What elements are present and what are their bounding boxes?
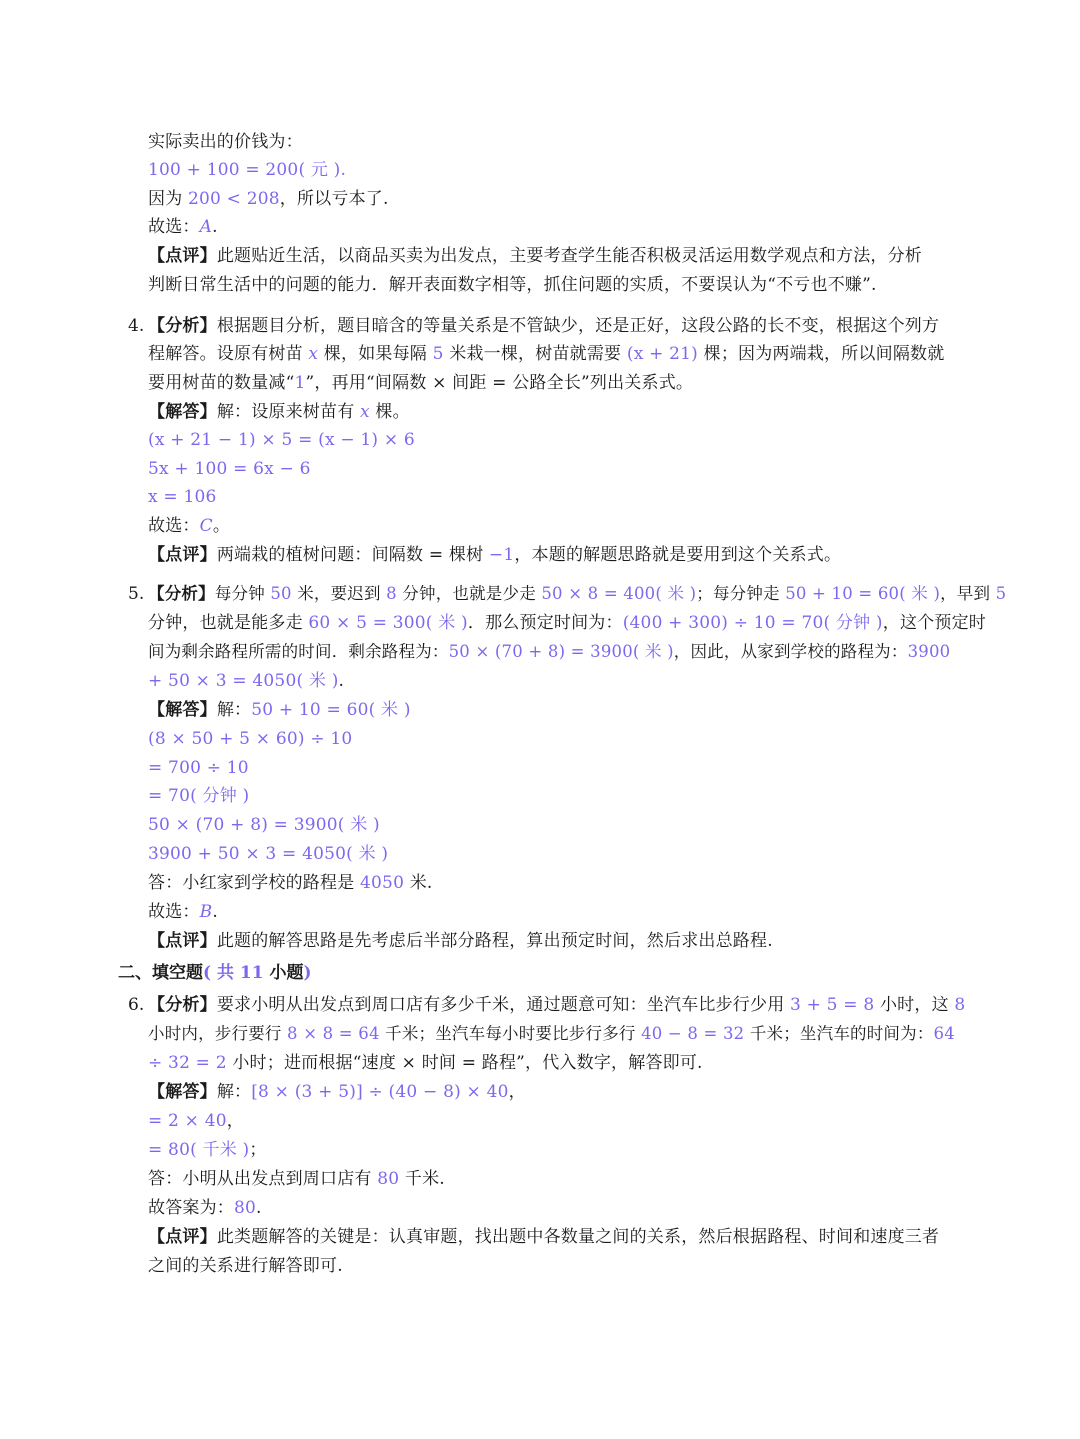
math-expr: [8 × (3 + 5)] ÷ (40 − 8) × 40 bbox=[251, 1082, 509, 1102]
analysis-text: 程解答。设原有树苗 bbox=[148, 344, 309, 364]
analysis-text: 米，要迟到 bbox=[291, 584, 387, 603]
q5-analysis-4 bbox=[148, 670, 344, 692]
math-num: 4050 bbox=[360, 873, 405, 893]
solution-text: 解：设原来树苗有 bbox=[216, 402, 361, 422]
selection-answer: A bbox=[199, 217, 213, 237]
analysis-text: 棵；因为两端栽，所以间隔数就 bbox=[698, 344, 945, 364]
comment-label: 【点评】 bbox=[148, 545, 217, 565]
comment-label: 【点评】 bbox=[148, 246, 217, 266]
q6-equation-1 bbox=[148, 1110, 244, 1132]
math-expr: (400 + 300) ÷ 10 = 70( 分钟 ) bbox=[622, 613, 883, 633]
analysis-text: 小时；进而根据“速度 × 时间 = 路程”，代入数字，解答即可. bbox=[226, 1053, 703, 1073]
section-title: 小题 bbox=[263, 963, 304, 983]
analysis-text: 间为剩余路程所需的时间．剩余路程为： bbox=[148, 642, 449, 661]
q6-analysis-3 bbox=[148, 1052, 703, 1074]
q3-comment-1 bbox=[148, 245, 922, 267]
analysis-text: 棵，如果每隔 bbox=[318, 344, 433, 364]
q3-comment-2 bbox=[148, 274, 877, 296]
solution-text: ； bbox=[249, 1140, 267, 1160]
q5-equation-1: (8 × 50 + 5 × 60) ÷ 10 bbox=[148, 729, 353, 749]
math-expr: 50 × (70 + 8) = 3900( 米 ) bbox=[448, 642, 674, 661]
q6-comment-2 bbox=[148, 1255, 343, 1277]
q4-comment bbox=[148, 544, 841, 566]
section-heading bbox=[118, 962, 312, 984]
comment-text: 之间的关系进行解答即可. bbox=[148, 1256, 343, 1276]
q3-line-3 bbox=[148, 188, 389, 210]
selection-label: 故选： bbox=[148, 516, 200, 536]
analysis-label: 【分析】 bbox=[148, 316, 217, 336]
comment-label: 【点评】 bbox=[148, 931, 217, 951]
analysis-text: ，因此，从家到学校的路程为： bbox=[673, 642, 908, 661]
q4-analysis-2 bbox=[148, 343, 944, 365]
math-num: 80 bbox=[377, 1169, 400, 1189]
q6-answer bbox=[148, 1168, 445, 1190]
section-paren: ( 共 bbox=[203, 963, 240, 983]
selection-answer: C bbox=[199, 516, 213, 536]
analysis-text: ，这个预定时 bbox=[882, 613, 986, 633]
answer-text: 米. bbox=[404, 873, 433, 893]
q4-solution-1 bbox=[148, 401, 410, 423]
selection-label: 故选： bbox=[148, 902, 200, 922]
analysis-text: ；每分钟走 bbox=[696, 584, 786, 603]
analysis-text: 小时内，步行要行 bbox=[148, 1024, 288, 1043]
math-num: 5 bbox=[432, 344, 444, 364]
q4-equation-1: (x + 21 − 1) × 5 = (x − 1) × 6 bbox=[148, 430, 415, 450]
math-expr: (x + 21) bbox=[626, 344, 699, 364]
math-num: 8 bbox=[386, 584, 397, 603]
math-num: 64 bbox=[933, 1024, 955, 1043]
analysis-text: 分钟，也就是能多走 bbox=[148, 613, 309, 633]
q3-text: ，所以亏本了. bbox=[279, 189, 389, 209]
q5-equation-2: = 700 ÷ 10 bbox=[148, 758, 249, 778]
comment-text: 判断日常生活中的问题的能力．解开表面数字相等，抓住问题的实质，不要误认为“不亏也不赚”. bbox=[148, 275, 877, 295]
q4-selection bbox=[148, 515, 230, 537]
math-expr: 60 × 5 = 300( 米 ) bbox=[308, 613, 468, 633]
q3-line-2 bbox=[148, 159, 346, 181]
math-var: x bbox=[308, 344, 319, 364]
math-expr: 8 × 8 = 64 bbox=[287, 1024, 380, 1043]
q4-equation-3: x = 106 bbox=[148, 487, 217, 507]
math-expr: 50 + 10 = 60( 米 ) bbox=[785, 584, 941, 603]
q6-final-answer bbox=[148, 1197, 262, 1219]
answer-text: 千米. bbox=[399, 1169, 445, 1189]
q3-text: 因为 bbox=[148, 189, 189, 209]
selection-text: 。 bbox=[212, 516, 231, 536]
q5-analysis-2 bbox=[148, 612, 986, 634]
q3-selection bbox=[148, 216, 218, 238]
math-num: 3900 bbox=[907, 642, 951, 661]
analysis-text: 根据题目分析，题目暗含的等量关系是不管缺少，还是正好，这段公路的长不变，根据这个列方 bbox=[216, 316, 940, 336]
q3-inequality: 200 < 208 bbox=[188, 189, 280, 209]
analysis-text: 米栽一棵，树苗就需要 bbox=[443, 344, 627, 364]
analysis-text: 千米；坐汽车每小时要比步行多行 bbox=[379, 1024, 642, 1043]
q5-answer bbox=[148, 872, 433, 894]
math-expr: + 50 × 3 = 4050( 米 ) bbox=[148, 671, 339, 691]
comment-text: 此题的解答思路是先考虑后半部分路程，算出预定时间，然后求出总路程. bbox=[216, 931, 773, 951]
solution-text: ， bbox=[226, 1111, 244, 1131]
analysis-text: 千米；坐汽车的时间为： bbox=[744, 1024, 934, 1043]
math-expr: = 2 × 40 bbox=[148, 1111, 227, 1131]
q6-comment-1 bbox=[148, 1226, 939, 1248]
analysis-label: 【分析】 bbox=[148, 995, 217, 1015]
q5-comment bbox=[148, 930, 773, 952]
answer-text: 答：小明从出发点到周口店有 bbox=[148, 1169, 378, 1189]
comment-text: 此类题解答的关键是：认真审题，找出题中各数量之间的关系，然后根据路程、时间和速度三者 bbox=[216, 1227, 940, 1247]
q5-selection bbox=[148, 901, 218, 923]
answer-text: . bbox=[256, 1198, 262, 1218]
math-num: 1 bbox=[294, 373, 306, 393]
q5-solution-1 bbox=[148, 699, 411, 721]
q5-equation-3: = 70( 分钟 ) bbox=[148, 786, 250, 806]
selection-answer: B bbox=[199, 902, 213, 922]
analysis-text: 小时，这 bbox=[874, 995, 955, 1015]
q5-analysis-3 bbox=[148, 641, 950, 663]
q4-analysis-3 bbox=[148, 372, 693, 394]
q6-analysis-1 bbox=[148, 994, 965, 1016]
analysis-text: . bbox=[338, 671, 345, 691]
comment-text: ，本题的解题思路就是要用到这个关系式。 bbox=[514, 545, 842, 565]
math-var: x bbox=[360, 402, 370, 422]
q6-solution-1 bbox=[148, 1081, 526, 1103]
math-num: 50 bbox=[270, 584, 292, 603]
q6-equation-2 bbox=[148, 1139, 267, 1161]
q3-equation: 100 + 100 = 200( 元 ). bbox=[148, 160, 347, 180]
q6-analysis-2 bbox=[148, 1023, 955, 1045]
solution-label: 【解答】 bbox=[148, 402, 217, 422]
answer-label: 故答案为： bbox=[148, 1198, 234, 1218]
math-expr: 50 × 8 = 400( 米 ) bbox=[541, 584, 697, 603]
q3-line-1 bbox=[148, 131, 303, 153]
math-expr: 3 + 5 = 8 bbox=[790, 995, 875, 1015]
analysis-label: 【分析】 bbox=[148, 584, 215, 603]
math-expr: 40 − 8 = 32 bbox=[641, 1024, 745, 1043]
q3-text: . bbox=[212, 217, 218, 237]
math-expr: = 80( 千米 ) bbox=[148, 1140, 250, 1160]
analysis-text: 分钟，也就是少走 bbox=[396, 584, 542, 603]
question-number: 6. bbox=[128, 995, 145, 1015]
analysis-text: ”，再用“间隔数 × 间距 = 公路全长”列出关系式。 bbox=[305, 373, 694, 393]
math-num: −1 bbox=[488, 545, 515, 565]
math-num: 80 bbox=[234, 1198, 257, 1218]
q4-analysis-1 bbox=[148, 315, 939, 337]
q5-equation-5: 3900 + 50 × 3 = 4050( 米 ) bbox=[148, 844, 389, 864]
analysis-text: ．那么预定时间为： bbox=[467, 613, 623, 633]
math-num: 5 bbox=[995, 584, 1007, 603]
question-number: 4. bbox=[128, 316, 145, 336]
solution-label: 【解答】 bbox=[148, 700, 217, 720]
question-number: 5. bbox=[128, 584, 145, 604]
math-expr: ÷ 32 = 2 bbox=[148, 1053, 227, 1073]
q3-text: 实际卖出的价钱为： bbox=[148, 132, 303, 152]
comment-label: 【点评】 bbox=[148, 1227, 217, 1247]
analysis-text: 要用树苗的数量减“ bbox=[148, 373, 295, 393]
q4-equation-2: 5x + 100 = 6x − 6 bbox=[148, 459, 311, 479]
analysis-text: 每分钟 bbox=[214, 584, 271, 603]
q5-analysis-1 bbox=[148, 583, 1006, 605]
solution-text: ， bbox=[508, 1082, 526, 1102]
section-paren: ) bbox=[303, 963, 312, 983]
comment-text: 此题贴近生活，以商品买卖为出发点，主要考查学生能否积极灵活运用数学观点和方法，分析 bbox=[216, 246, 923, 266]
answer-text: 答：小红家到学校的路程是 bbox=[148, 873, 361, 893]
selection-text: . bbox=[212, 902, 218, 922]
q5-equation-4: 50 × (70 + 8) = 3900( 米 ) bbox=[148, 815, 380, 835]
section-count: 11 bbox=[239, 963, 264, 983]
solution-text: 解： bbox=[216, 700, 252, 720]
comment-text: 两端栽的植树问题：间隔数 = 棵树 bbox=[216, 545, 489, 565]
math-num: 8 bbox=[954, 995, 966, 1015]
solution-label: 【解答】 bbox=[148, 1082, 217, 1102]
section-title: 二、填空题 bbox=[118, 963, 203, 983]
math-expr: 50 + 10 = 60( 米 ) bbox=[251, 700, 411, 720]
solution-text: 解： bbox=[216, 1082, 252, 1102]
selection-label: 故选： bbox=[148, 217, 200, 237]
analysis-text: 要求小明从出发点到周口店有多少千米，通过题意可知：坐汽车比步行少用 bbox=[216, 995, 791, 1015]
solution-text: 棵。 bbox=[369, 402, 410, 422]
analysis-text: ，早到 bbox=[940, 584, 996, 603]
